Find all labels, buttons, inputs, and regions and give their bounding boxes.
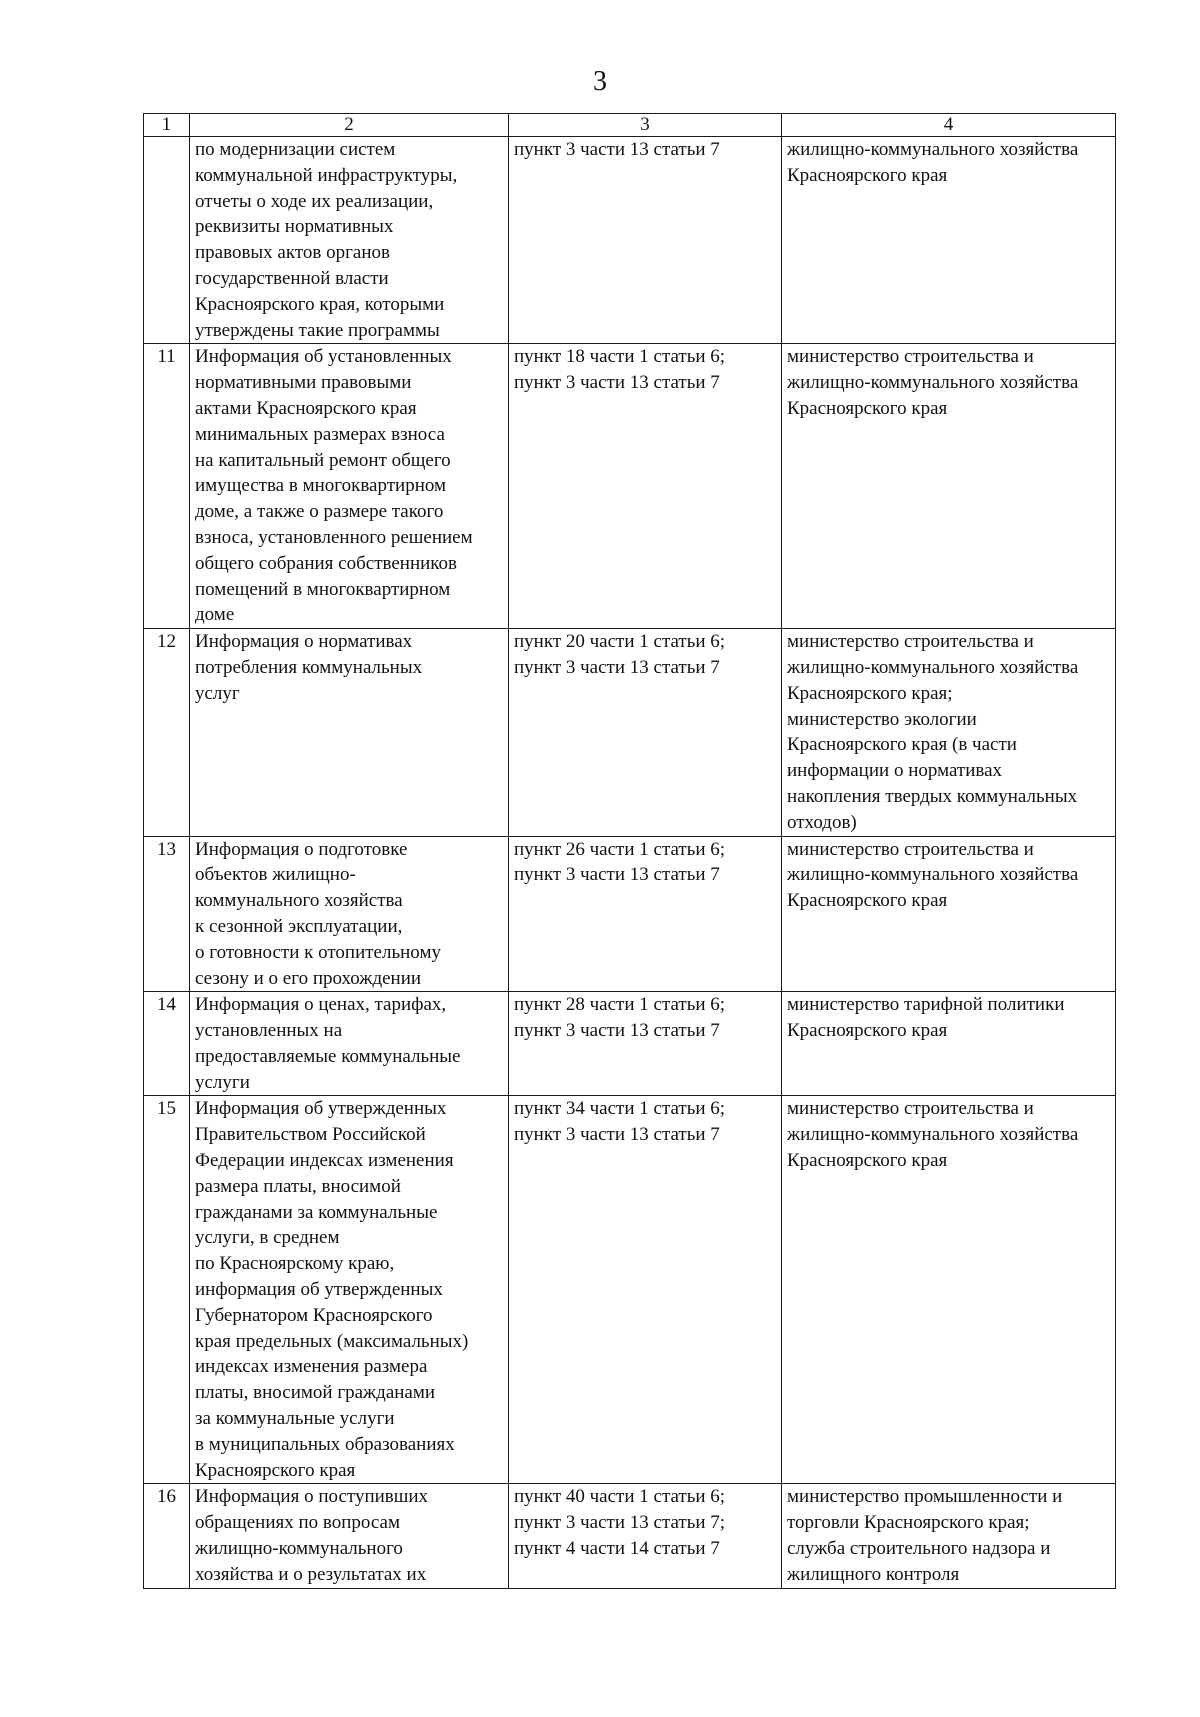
info-line: жилищно-коммунального bbox=[195, 1538, 403, 1560]
info-line: потребления коммунальных bbox=[195, 656, 423, 678]
info-line: утверждены такие программы bbox=[195, 319, 440, 341]
info-line: доме bbox=[195, 604, 235, 626]
info-line: минимальных размерах взноса bbox=[195, 423, 445, 445]
header-col-1: 1 bbox=[144, 114, 190, 137]
authority-line: министерство строительства и bbox=[787, 1098, 1034, 1120]
authority-line: министерство строительства и bbox=[787, 346, 1034, 368]
row-info-cell bbox=[190, 836, 509, 992]
info-line: сезону и о его прохождении bbox=[195, 967, 422, 989]
info-line: обращениях по вопросам bbox=[195, 1512, 401, 1534]
info-line: индексах изменения размера bbox=[195, 1356, 428, 1378]
info-line: коммунальной инфраструктуры, bbox=[195, 164, 458, 186]
info-line: услуги, в среднем bbox=[195, 1227, 340, 1249]
basis-line: пункт 20 части 1 статьи 6; bbox=[514, 631, 726, 653]
authority-line: жилищно-коммунального хозяйства bbox=[787, 656, 1079, 678]
page-number: 3 bbox=[593, 66, 607, 97]
authority-line: министерство тарифной политики bbox=[787, 994, 1065, 1016]
info-line: Информация об утвержденных bbox=[195, 1098, 447, 1120]
info-line: Информация о подготовке bbox=[195, 838, 408, 860]
authority-line: жилищного контроля bbox=[787, 1563, 960, 1585]
row-basis-cell bbox=[509, 629, 782, 836]
info-line: на капитальный ремонт общего bbox=[195, 449, 451, 471]
info-line: по модернизации систем bbox=[195, 139, 396, 160]
info-line: актами Красноярского края bbox=[195, 397, 417, 419]
info-line: по Красноярскому краю, bbox=[195, 1253, 395, 1275]
authority-line: жилищно-коммунального хозяйства bbox=[787, 139, 1079, 160]
authority-line: министерство строительства и bbox=[787, 838, 1034, 860]
authority-line: информации о нормативах bbox=[787, 760, 1003, 782]
row-number: 13 bbox=[144, 836, 190, 992]
info-line: Информация о нормативах bbox=[195, 631, 413, 653]
row-number: 12 bbox=[144, 629, 190, 836]
info-line: нормативными правовыми bbox=[195, 372, 412, 394]
authority-line: Красноярского края bbox=[787, 1150, 948, 1172]
table-row bbox=[144, 836, 1116, 992]
info-line: хозяйства и о результатах их bbox=[195, 1563, 427, 1585]
row-basis-cell bbox=[509, 992, 782, 1096]
info-line: услуги bbox=[195, 1071, 250, 1093]
row-number: 15 bbox=[144, 1096, 190, 1484]
info-line: имущества в многоквартирном bbox=[195, 475, 447, 497]
row-number bbox=[144, 137, 190, 344]
basis-line: пункт 3 части 13 статьи 7; bbox=[514, 1512, 726, 1534]
row-info-cell bbox=[190, 1096, 509, 1484]
info-line: Правительством Российской bbox=[195, 1124, 426, 1146]
row-basis-cell bbox=[509, 836, 782, 992]
row-number: 14 bbox=[144, 992, 190, 1096]
authority-line: Красноярского края; bbox=[787, 682, 953, 704]
info-line: Информация о ценах, тарифах, bbox=[195, 994, 447, 1016]
row-authority-cell bbox=[782, 836, 1116, 992]
row-info-cell bbox=[190, 1484, 509, 1588]
info-line: установленных на bbox=[195, 1020, 343, 1042]
basis-line: пункт 3 части 13 статьи 7 bbox=[514, 1124, 720, 1146]
authority-line: жилищно-коммунального хозяйства bbox=[787, 864, 1079, 886]
info-line: объектов жилищно- bbox=[195, 864, 356, 886]
authority-line: Красноярского края bbox=[787, 164, 948, 186]
basis-line: пункт 26 части 1 статьи 6; bbox=[514, 838, 726, 860]
info-line: Информация об установленных bbox=[195, 346, 452, 368]
table-row bbox=[144, 629, 1116, 836]
row-authority-cell bbox=[782, 344, 1116, 629]
row-number: 16 bbox=[144, 1484, 190, 1588]
info-line: правовых актов органов bbox=[195, 242, 390, 264]
header-col-2: 2 bbox=[190, 114, 509, 137]
row-info-cell bbox=[190, 344, 509, 629]
info-line: Информация о поступивших bbox=[195, 1486, 429, 1508]
info-line: гражданами за коммунальные bbox=[195, 1201, 438, 1223]
row-info-cell bbox=[190, 992, 509, 1096]
info-table bbox=[143, 113, 1116, 1589]
header-row bbox=[144, 114, 1116, 137]
table-row bbox=[144, 1484, 1116, 1588]
table-row bbox=[144, 992, 1116, 1096]
row-info-cell bbox=[190, 137, 509, 344]
info-line: помещений в многоквартирном bbox=[195, 578, 451, 600]
row-authority-cell bbox=[782, 1096, 1116, 1484]
table-row bbox=[144, 137, 1116, 344]
basis-line: пункт 3 части 13 статьи 7 bbox=[514, 139, 720, 160]
info-line: Красноярского края bbox=[195, 1459, 356, 1481]
row-authority-cell bbox=[782, 629, 1116, 836]
basis-line: пункт 3 части 13 статьи 7 bbox=[514, 656, 720, 678]
basis-line: пункт 34 части 1 статьи 6; bbox=[514, 1098, 726, 1120]
header-col-3: 3 bbox=[509, 114, 782, 137]
info-line: отчеты о ходе их реализации, bbox=[195, 190, 434, 212]
row-authority-cell bbox=[782, 1484, 1116, 1588]
basis-line: пункт 3 части 13 статьи 7 bbox=[514, 864, 720, 886]
authority-line: накопления твердых коммунальных bbox=[787, 785, 1078, 807]
authority-line: министерство промышленности и bbox=[787, 1486, 1063, 1508]
info-line: предоставляемые коммунальные bbox=[195, 1045, 461, 1067]
row-number: 11 bbox=[144, 344, 190, 629]
authority-line: министерство экологии bbox=[787, 708, 977, 730]
row-basis-cell bbox=[509, 344, 782, 629]
row-authority-cell bbox=[782, 992, 1116, 1096]
info-line: о готовности к отопительному bbox=[195, 941, 441, 963]
info-line: Губернатором Красноярского bbox=[195, 1304, 433, 1326]
table-row bbox=[144, 344, 1116, 629]
info-line: доме, а также о размере такого bbox=[195, 501, 444, 523]
basis-line: пункт 4 части 14 статьи 7 bbox=[514, 1538, 720, 1560]
row-authority-cell bbox=[782, 137, 1116, 344]
basis-line: пункт 18 части 1 статьи 6; bbox=[514, 346, 726, 368]
info-line: в муниципальных образованиях bbox=[195, 1433, 455, 1455]
row-info-cell bbox=[190, 629, 509, 836]
authority-line: отходов) bbox=[787, 811, 857, 833]
row-basis-cell bbox=[509, 137, 782, 344]
info-line: размера платы, вносимой bbox=[195, 1175, 401, 1197]
info-line: края предельных (максимальных) bbox=[195, 1330, 469, 1352]
info-line: Красноярского края, которыми bbox=[195, 293, 445, 315]
authority-line: Красноярского края (в части bbox=[787, 734, 1017, 756]
info-line: коммунального хозяйства bbox=[195, 890, 403, 912]
info-line: общего собрания собственников bbox=[195, 552, 458, 574]
info-line: Федерации индексах изменения bbox=[195, 1150, 454, 1172]
row-basis-cell bbox=[509, 1096, 782, 1484]
info-line: государственной власти bbox=[195, 267, 389, 289]
table-row bbox=[144, 1096, 1116, 1484]
header-col-4: 4 bbox=[782, 114, 1116, 137]
authority-line: Красноярского края bbox=[787, 1020, 948, 1042]
row-basis-cell bbox=[509, 1484, 782, 1588]
basis-line: пункт 40 части 1 статьи 6; bbox=[514, 1486, 726, 1508]
info-line: за коммунальные услуги bbox=[195, 1408, 395, 1430]
info-line: информация об утвержденных bbox=[195, 1279, 443, 1301]
basis-line: пункт 28 части 1 статьи 6; bbox=[514, 994, 726, 1016]
info-line: взноса, установленного решением bbox=[195, 526, 473, 548]
authority-line: министерство строительства и bbox=[787, 631, 1034, 653]
authority-line: Красноярского края bbox=[787, 397, 948, 419]
authority-line: служба строительного надзора и bbox=[787, 1538, 1051, 1560]
authority-line: торговли Красноярского края; bbox=[787, 1512, 1030, 1534]
basis-line: пункт 3 части 13 статьи 7 bbox=[514, 1020, 720, 1042]
info-line: услуг bbox=[195, 682, 240, 704]
info-line: платы, вносимой гражданами bbox=[195, 1382, 436, 1404]
info-line: к сезонной эксплуатации, bbox=[195, 915, 403, 937]
authority-line: Красноярского края bbox=[787, 890, 948, 912]
info-line: реквизиты нормативных bbox=[195, 216, 394, 238]
authority-line: жилищно-коммунального хозяйства bbox=[787, 372, 1079, 394]
basis-line: пункт 3 части 13 статьи 7 bbox=[514, 372, 720, 394]
authority-line: жилищно-коммунального хозяйства bbox=[787, 1124, 1079, 1146]
